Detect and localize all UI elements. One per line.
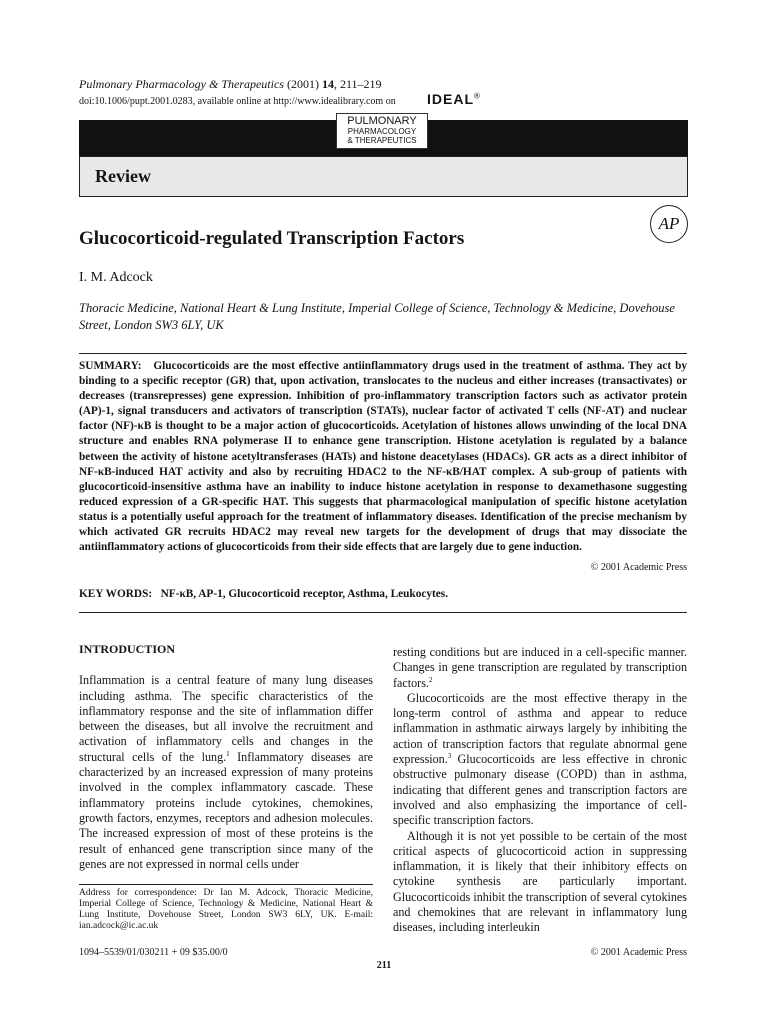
journal-logo-line-1: PULMONARY (347, 115, 417, 127)
publisher-logo: AP (650, 205, 688, 243)
doi-line: doi:10.1006/pupt.2001.0283, available online at http://www.idealibrary.com on (79, 96, 396, 107)
summary-copyright: © 2001 Academic Press (590, 562, 687, 573)
right-paragraph-2-text-a: Glucocorticoids are the most effective therapy in the long-term control of asthma and appear to reduce inflammation in asthmatic airways largely by inhibiting the action of transcription factors that regulate abnormal gene expression. (393, 690, 687, 767)
journal-logo (336, 113, 428, 149)
summary-label: SUMMARY: (79, 360, 142, 372)
journal-volume: 14 (321, 77, 334, 91)
keywords-label: KEY WORDS: (79, 588, 153, 600)
journal-name: Pulmonary Pharmacology & Therapeutics (79, 77, 284, 91)
keywords-text: NF-κB, AP-1, Glucocorticoid receptor, Asthma, Leukocytes. (160, 588, 449, 600)
introduction-heading: INTRODUCTION (79, 642, 176, 656)
reference-2: 2 (428, 675, 433, 684)
correspondence-footnote: Address for correspondence: Dr Ian M. Adcock, Thoracic Medicine, Imperial College of Science, Technology & Medicine, National Heart & Lung Institute, Dovehouse Street, London SW3 6LY, UK. E-mail: ian.adcock@ic.ac.uk (79, 884, 373, 932)
right-paragraph-2-text-b: Glucocorticoids are less effective in chronic obstructive pulmonary disease (COPD) than in asthma, indicating that different genes and transcription factors are involved and also emphasizing the importance of cell-specific transcription factors. (393, 752, 687, 828)
summary-text: Glucocorticoids are the most effective antiinflammatory drugs used in the treatment of asthma. They act by binding to a specific receptor (GR) that, upon activation, translocates to the nucleus and either increases (transactivates) or decreases (transrepresses) gene expression. Inhibition of pro-inflammatory transcription factors such as activator protein (AP)-1, signal transducers and activators of transcription (STATs), nuclear factor of activated T cells (NF-AT) and nuclear factor (NF)-κB is thought to be a major action of glucocorticoids. Acetylation of histones allows unwinding of the local DNA structure and enables RNA polymerase II to enhance gene transcription. Histone acetylation is regulated by a balance between the activity of histone acetyltransferases (HATs) and histone deacetylases (HDACs). GR acts as a direct inhibitor of NF-κB-induced HAT activity and also by recruiting HDAC2 to the NF-κB/HAT complex. A sub-group of patients with glucocorticoid-insensitive asthma have an inability to induce histone acetylation in response to dexamethasone suggesting reduced expression of a GR-specific HAT. This suggests that pharmacological manipulation of specific histone acetylation status is a potentially useful approach for the treatment of inflammatory diseases. Identification of the precise mechanism by which activated GR recruits HDAC2 may reveal new targets for the development of drugs that may dissociate the antiinflammatory actions of glucocorticoids from their side effects that are largely due to gene induction. (79, 360, 687, 554)
ideal-logo-mark: ® (474, 91, 481, 101)
intro-paragraph-part-2: Inflammatory diseases are characterized by an increased expression of many proteins involved in the complex inflammatory cascade. These inflammatory proteins include cytokines, chemokines, growth factors, enzymes, receptors and adhesion molecules. The increased expression of most of these proteins is the result of enhanced gene transcription since many of the genes are not expressed in normal cells under (79, 749, 373, 871)
reference-3: 3 (447, 752, 452, 761)
summary-block (79, 359, 687, 555)
footer-copyright: © 2001 Academic Press (590, 947, 687, 958)
author-affiliation: Thoracic Medicine, National Heart & Lung Institute, Imperial College of Science, Technology & Medicine, Dovehouse Street, London SW3 6LY, UK (79, 301, 675, 332)
right-paragraph-1-text: resting conditions but are induced in a cell-specific manner. Changes in gene transcription are regulated by transcription factors. (393, 645, 687, 690)
right-paragraph-3: Although it is not yet possible to be certain of the most critical aspects of glucocorticoid action in suppressing inflammation, it is likely that their inhibitory effects on cytokine synthesis are particularly important. Glucocorticoids inhibit the transcription of several cytokines and chemokines that are relevant in inflammatory lung diseases, including interleukin (393, 828, 687, 935)
intro-paragraph-part-1: Inflammation is a central feature of many lung diseases including asthma. The specific characteristics of the inflammatory response and the site of inflammation differ between the diseases, but all involve the recruitment and activation of inflammatory cells and changes in the structural cells of the lung. (79, 673, 373, 764)
section-label: Review (95, 166, 151, 186)
article-author: I. M. Adcock (79, 270, 153, 285)
right-paragraph-1 (393, 645, 687, 691)
left-column (79, 642, 373, 872)
journal-logo-line-3: & THERAPEUTICS (347, 136, 417, 145)
ideal-logo-text: IDEAL (427, 91, 474, 107)
journal-logo-line-2: PHARMACOLOGY (347, 127, 417, 136)
right-paragraph-2 (393, 691, 687, 829)
keywords-bottom-rule (79, 612, 687, 613)
reference-1: 1 (226, 749, 230, 758)
article-title: Glucocorticoid-regulated Transcription Factors (79, 228, 465, 249)
journal-pages: , 211–219 (333, 77, 382, 91)
keywords-line (79, 588, 448, 600)
journal-year: (2001) (286, 77, 319, 91)
summary-top-rule (79, 353, 687, 354)
journal-citation (79, 76, 382, 92)
right-column (393, 645, 687, 936)
ideal-logo (427, 92, 481, 106)
section-banner (79, 156, 688, 197)
intro-paragraph (79, 673, 373, 872)
page-number: 211 (376, 960, 392, 971)
issn-price: 1094–5539/01/030211 + 09 $35.00/0 (79, 947, 228, 958)
